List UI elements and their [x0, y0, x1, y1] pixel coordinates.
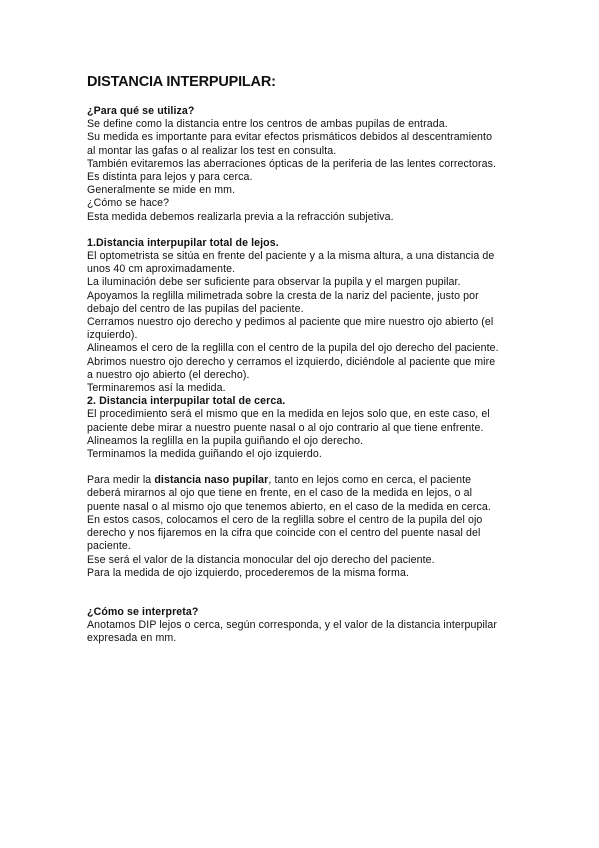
s2-line-2: Apoyamos la reglilla milimetrada sobre la cresta de la nariz del paciente, justo por debajo del centro de las pupilas del paciente. [87, 289, 479, 315]
s3-line-2: Terminamos la medida guiñando el ojo izquierdo. [87, 448, 322, 461]
s4-line-0: En estos casos, colocamos el cero de la reglilla sobre el centro de la pupila del ojo derecho y nos fijaremos en la cifra que coincide con el centro del puente nasal del paciente. [87, 513, 483, 553]
s4-line-2: Para la medida de ojo izquierdo, procederemos de la misma forma. [87, 566, 410, 579]
s2-line-0: El optometrista se sitúa en frente del paciente y a la misma altura, a una distancia de unos 40 cm aproximadamente. [87, 250, 495, 276]
s2-line-3: Cerramos nuestro ojo derecho y pedimos al paciente que mire nuestro ojo abierto (el izquierdo). [87, 316, 494, 342]
heading-para-que: ¿Para qué se utiliza? [87, 105, 195, 117]
s1-line-4: Generalmente se mide en mm. [87, 184, 236, 197]
s4-line-1: Ese será el valor de la distancia monocular del ojo derecho del paciente. [87, 553, 435, 566]
naso-intro-before: Para medir la [87, 474, 155, 487]
s5-line-0: Anotamos DIP lejos o cerca, según corresponda, y el valor de la distancia interpupilar expresada en mm. [87, 619, 498, 645]
heading-interpreta: ¿Cómo se interpreta? [87, 605, 199, 618]
naso-intro-bold: distancia naso pupilar [154, 474, 269, 487]
document-title: DISTANCIA INTERPUPILAR: [87, 74, 276, 90]
s1-line-6: Esta medida debemos realizarla previa a la refracción subjetiva. [87, 210, 394, 223]
heading-cerca: 2. Distancia interpupilar total de cerca. [87, 395, 286, 408]
s2-line-1: La iluminación debe ser suficiente para observar la pupila y el margen pupilar. [87, 276, 461, 289]
s2-line-5: Abrimos nuestro ojo derecho y cerramos el izquierdo, diciéndole al paciente que mire a nuestro ojo abierto (el derecho). [87, 355, 496, 381]
naso-intro-after: , tanto en lejos como en cerca, el paciente deberá mirarnos al ojo que tiene en frente, en el caso de la medida en lejos, o al puente nasal o al mismo ojo que tenemos abierto, en el caso de la medida en cerca. [87, 474, 491, 513]
s1-line-5: ¿Cómo se hace? [87, 197, 170, 210]
s2-line-6: Terminaremos así la medida. [87, 382, 226, 395]
s1-line-2: También evitaremos las aberraciones ópticas de la periferia de las lentes correctoras. [87, 157, 497, 170]
heading-lejos: 1.Distancia interpupilar total de lejos. [87, 236, 279, 249]
s1-line-1: Su medida es importante para evitar efectos prismáticos debidos al descentramiento al montar las gafas o al realizar los test en consulta. [87, 131, 493, 157]
s3-line-1: Alineamos la reglilla en la pupila guiñando el ojo derecho. [87, 434, 364, 447]
s3-line-0: El procedimiento será el mismo que en la medida en lejos solo que, en este caso, el paciente debe mirar a nuestro puente nasal o al ojo contrario al que tiene enfrente. [87, 408, 490, 434]
naso-pupilar-paragraph [87, 474, 499, 514]
s1-line-3: Es distinta para lejos y para cerca. [87, 171, 253, 184]
s2-line-4: Alineamos el cero de la reglilla con el centro de la pupila del ojo derecho del paciente. [87, 342, 499, 355]
s1-line-0: Se define como la distancia entre los centros de ambas pupilas de entrada. [87, 118, 448, 131]
